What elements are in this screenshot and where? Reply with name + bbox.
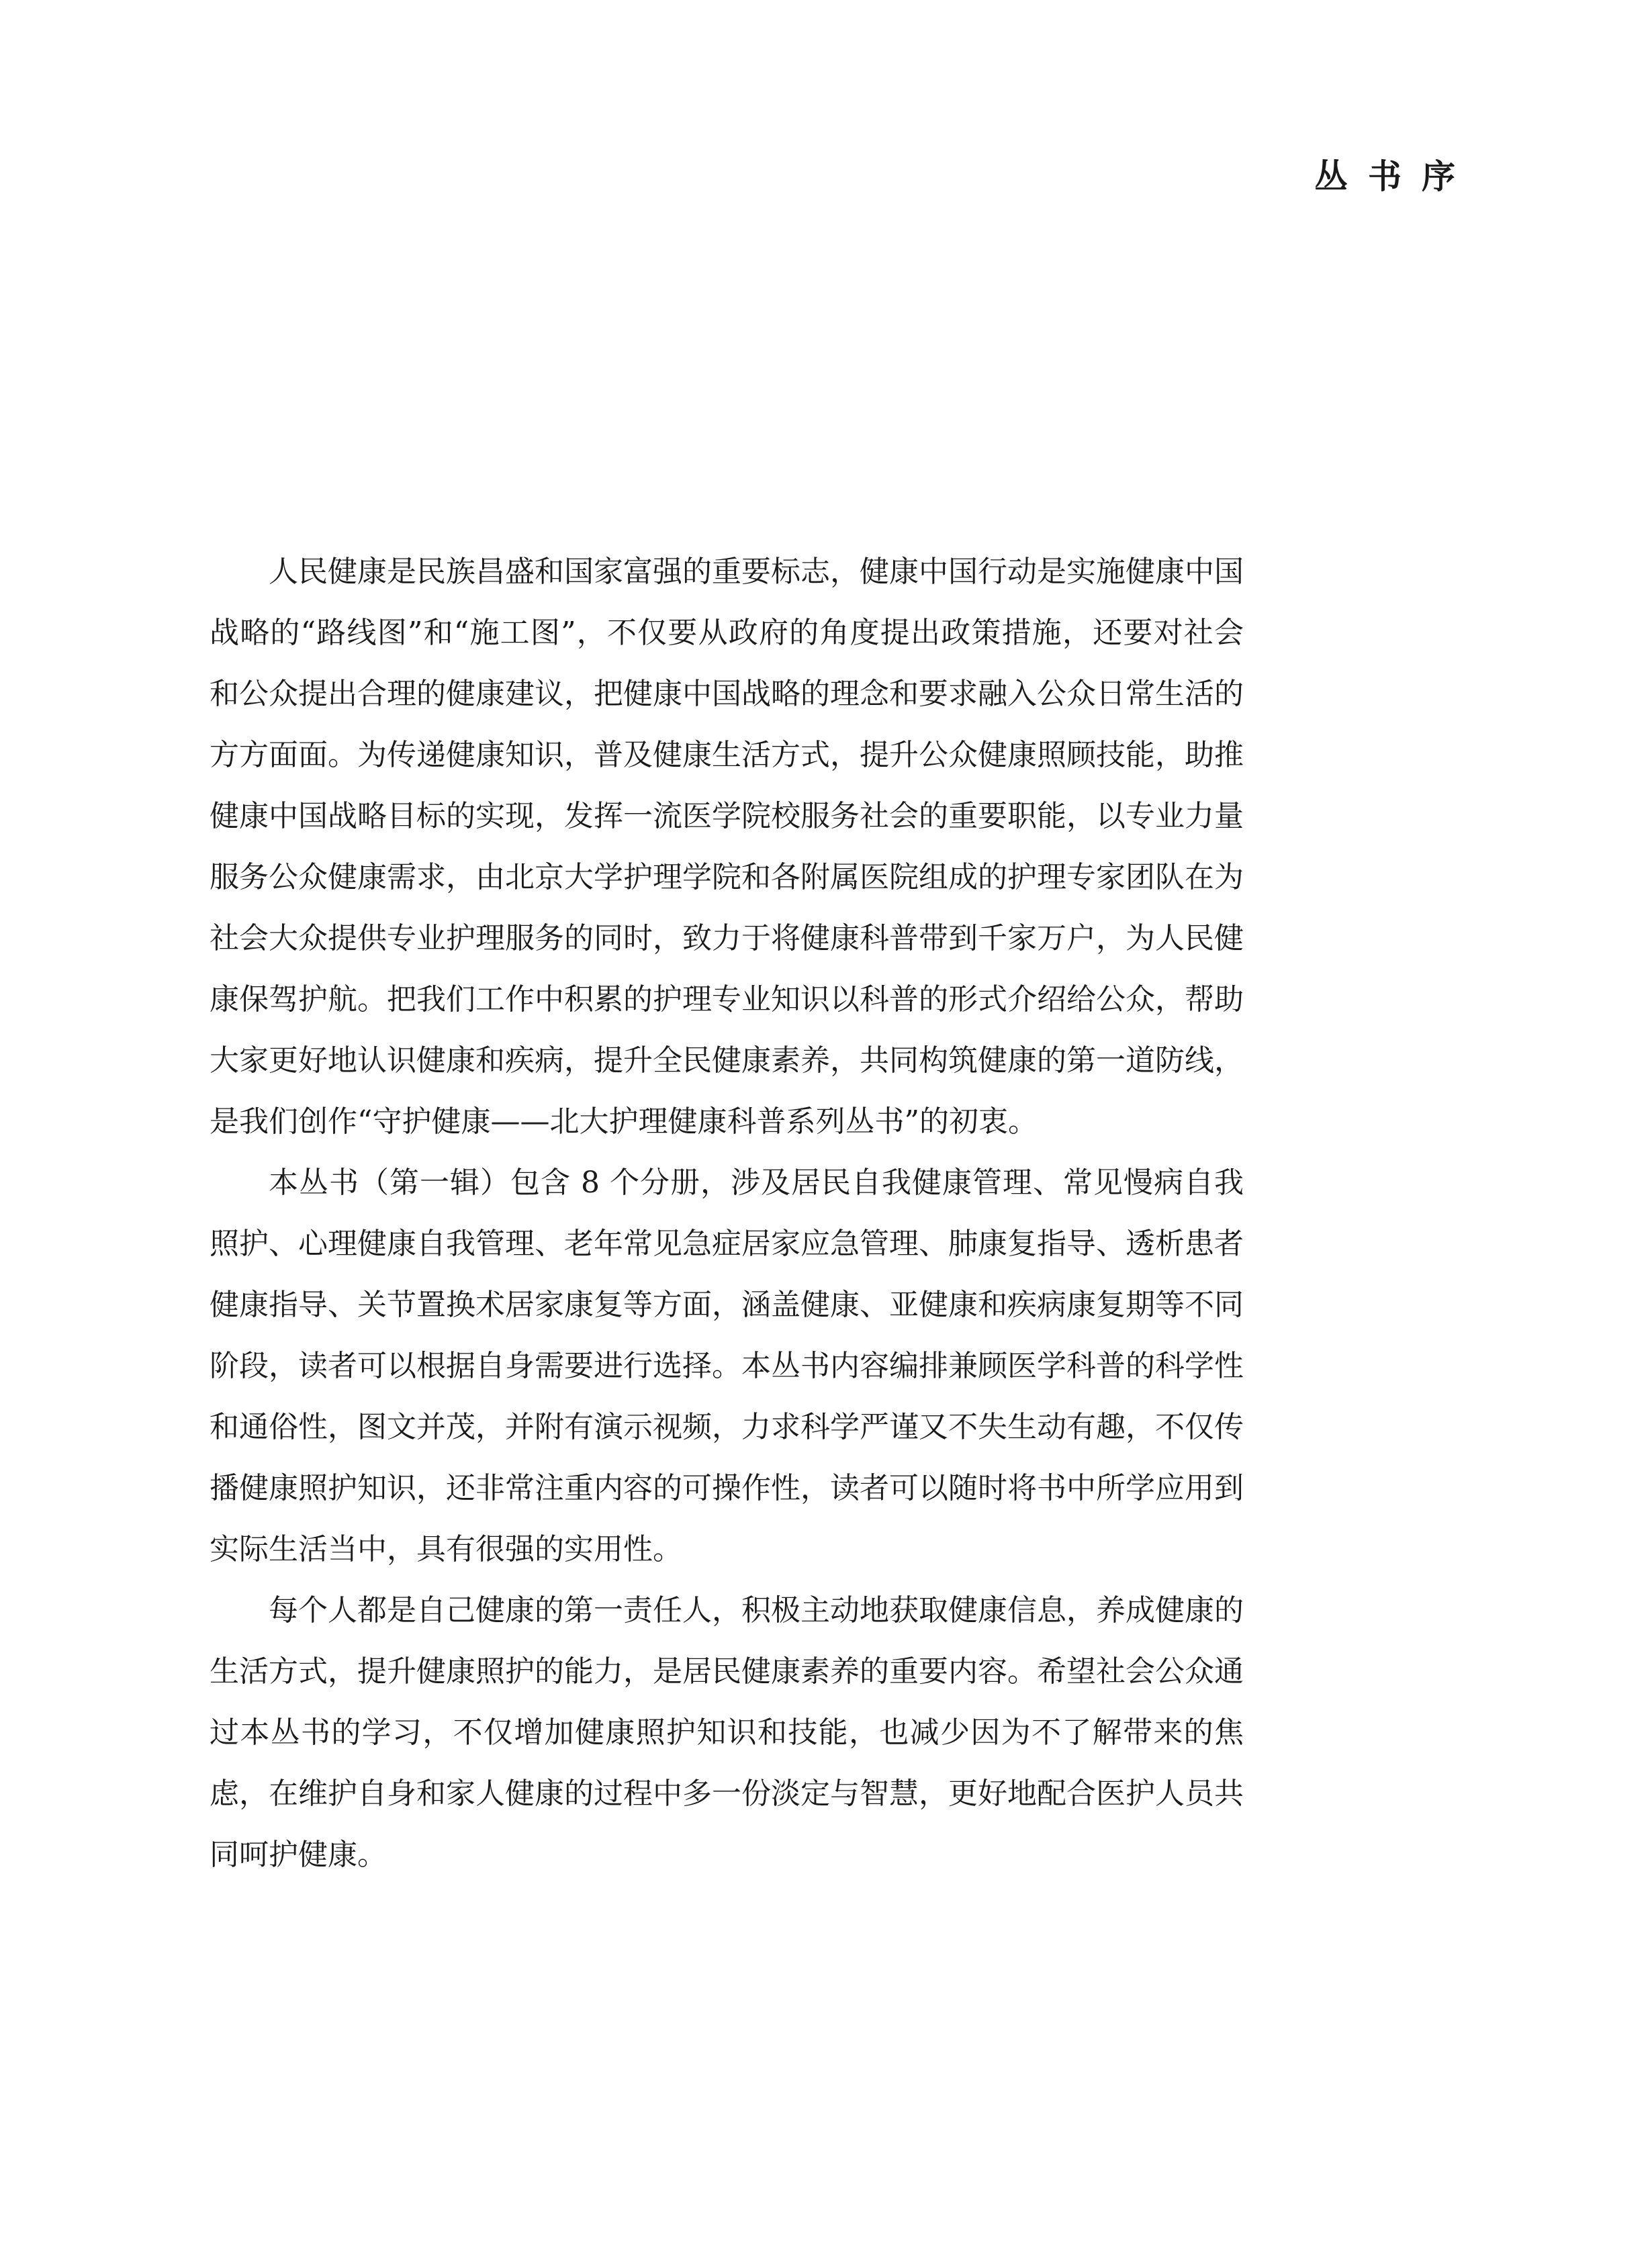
page-title: 丛书序	[1314, 156, 1475, 196]
paragraph-2: 本丛书（第一辑）包含 8 个分册，涉及居民自我健康管理、常见慢病自我照护、心理健康自我管理、老年常见急症居家应急管理、肺康复指导、透析患者健康指导、关节置换术居家康复等方面，涵盖健康、亚健康和疾病康复期等不同阶段，读者可以根据自身需要进行选择。本丛书内容编排兼顾医学科普的科学性和通俗性，图文并茂，并附有演示视频，力求科学严谨又不失生动有趣，不仅传播健康照护知识，还非常注重内容的可操作性，读者可以随时将书中所学应用到实际生活当中，具有很强的实用性。	[210, 1166, 1244, 1566]
paragraph-3: 每个人都是自己健康的第一责任人，积极主动地获取健康信息，养成健康的生活方式，提升健康照护的能力，是居民健康素养的重要内容。希望社会公众通过本丛书的学习，不仅增加健康照护知识和技能，也减少因为不了解带来的焦虑，在维护自身和家人健康的过程中多一份淡定与智慧，更好地配合医护人员共同呵护健康。	[210, 1593, 1244, 1872]
body-text	[210, 541, 1244, 1885]
paragraph-1: 人民健康是民族昌盛和国家富强的重要标志，健康中国行动是实施健康中国战略的“路线图”和“施工图”，不仅要从政府的角度提出政策措施，还要对社会和公众提出合理的健康建议，把健康中国战略的理念和要求融入公众日常生活的方方面面。为传递健康知识，普及健康生活方式，提升公众健康照顾技能，助推健康中国战略目标的实现，发挥一流医学院校服务社会的重要职能，以专业力量服务公众健康需求，由北京大学护理学院和各附属医院组成的护理专家团队在为社会大众提供专业护理服务的同时，致力于将健康科普带到千家万户，为人民健康保驾护航。把我们工作中积累的护理专业知识以科普的形式介绍给公众，帮助大家更好地认识健康和疾病，提升全民健康素养，共同构筑健康的第一道防线，是我们创作“守护健康——北大护理健康科普系列丛书”的初衷。	[210, 555, 1244, 1139]
